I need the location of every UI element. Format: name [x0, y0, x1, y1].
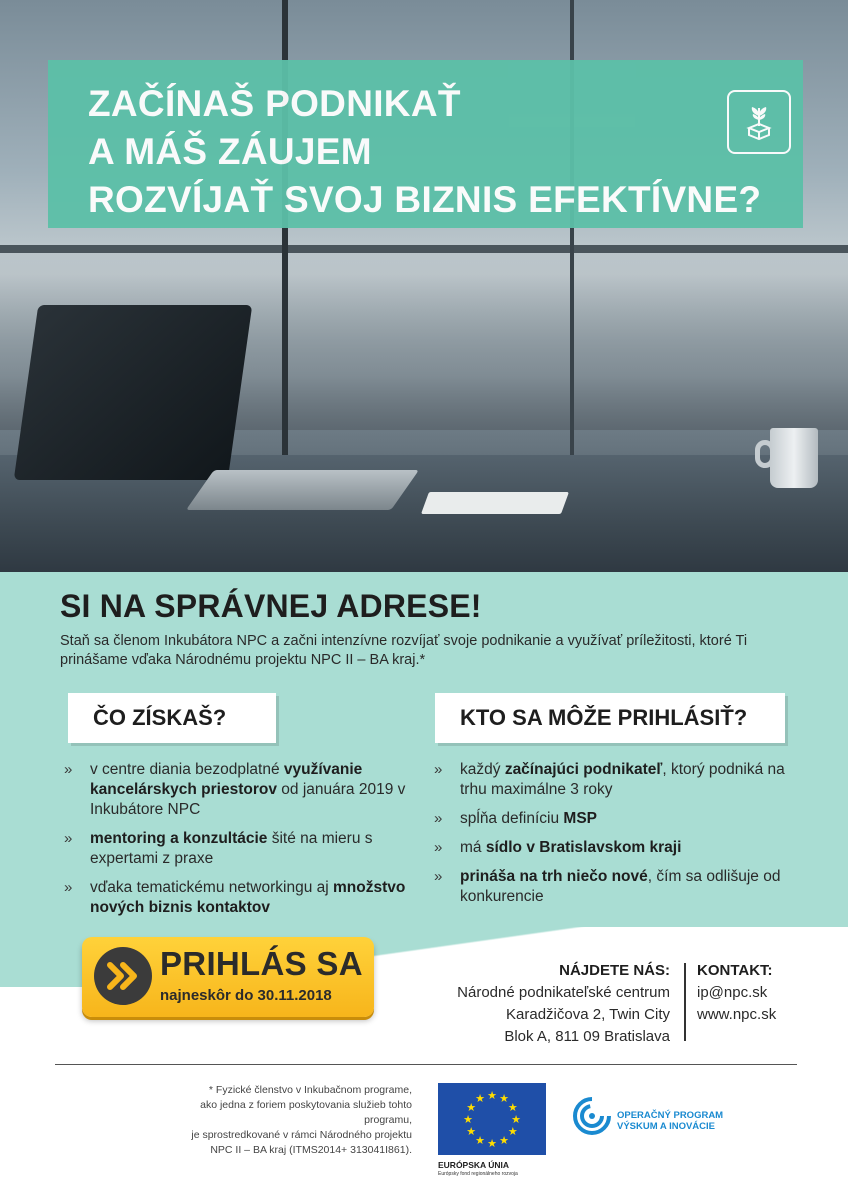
divider	[55, 1064, 797, 1065]
benefits-heading-box	[68, 693, 276, 743]
title-line: A MÁŠ ZÁUJEM	[88, 131, 372, 172]
laptop-keyboard	[186, 470, 419, 510]
list-item: » spĺňa definíciu MSP	[434, 810, 597, 827]
op-program-text: OPERAČNÝ PROGRAM VÝSKUM A INOVÁCIE	[617, 1110, 724, 1132]
eu-label: EURÓPSKA ÚNIA	[438, 1160, 509, 1170]
address-line: Národné podnikateľské centrum	[457, 984, 670, 1001]
list-item: » mentoring a konzultácie šité na mieru s expertami z praxe	[64, 830, 373, 867]
list-item: » v centre diania bezodplatné využívanie kancelárskych priestorov od januára 2019 v Inkubátore NPC	[64, 761, 406, 818]
apply-button[interactable]	[82, 937, 374, 1017]
footnote-line: ako jedna z foriem poskytovania služieb tohto programu,	[200, 1099, 412, 1126]
bullet-icon: »	[434, 839, 443, 856]
star-icon: ★	[475, 1093, 485, 1106]
star-icon: ★	[466, 1102, 477, 1114]
section-headline: SI NA SPRÁVNEJ ADRESE!	[60, 588, 482, 624]
bullet-icon: »	[64, 830, 73, 847]
divider	[684, 963, 686, 1041]
contact-block	[697, 960, 776, 1026]
section-intro: Staň sa členom Inkubátora NPC a začni intenzívne rozvíjať svoje podnikanie a využívať príležitosti, ktoré Ti prinášame vďaka Národnému projektu NPC II – BA kraj.*	[60, 633, 748, 668]
bullet-icon: »	[434, 761, 443, 778]
title-line: ROZVÍJAŤ SVOJ BIZNIS EFEKTÍVNE?	[88, 179, 762, 220]
bullet-icon: »	[64, 761, 73, 778]
star-icon: ★	[499, 1093, 509, 1106]
apply-deadline: najneskôr do 30.11.2018	[160, 987, 332, 1004]
star-icon: ★	[507, 1102, 518, 1114]
footnote-line: * Fyzické členstvo v Inkubačnom programe,	[208, 1084, 412, 1096]
bullet-icon: »	[434, 810, 443, 827]
title-line: ZAČÍNAŠ PODNIKAŤ	[88, 83, 461, 124]
eligibility-list	[432, 760, 792, 916]
star-icon: ★	[487, 1138, 497, 1150]
footnote	[150, 1083, 412, 1158]
double-chevron-right-icon	[94, 947, 152, 1005]
bullet-icon: »	[64, 879, 73, 896]
star-icon: ★	[511, 1114, 521, 1126]
bullet-icon: »	[434, 868, 443, 885]
eligibility-heading: KTO SA MÔŽE PRIHLÁSIŤ?	[460, 705, 748, 730]
star-icon: ★	[463, 1114, 473, 1126]
laptop-screen	[14, 305, 253, 480]
window-sill	[0, 245, 848, 253]
address-line: Blok A, 811 09 Bratislava	[504, 1028, 670, 1045]
list-item: » prináša na trh niečo nové, čím sa odlišuje od konkurencie	[434, 868, 781, 905]
sprout-box-icon	[727, 90, 791, 154]
email-link[interactable]: ip@npc.sk	[697, 984, 768, 1001]
eu-sublabel: Európsky fond regionálneho rozvoja	[438, 1171, 518, 1177]
star-icon: ★	[507, 1126, 518, 1138]
benefits-list	[62, 760, 422, 927]
address-line: Karadžičova 2, Twin City	[506, 1006, 670, 1023]
address-block	[400, 960, 670, 1048]
footnote-line: je sprostredkované v rámci Národného projektu	[191, 1129, 412, 1141]
list-item: » má sídlo v Bratislavskom kraji	[434, 839, 682, 856]
footnote-line: NPC II – BA kraj (ITMS2014+ 313041I861).	[210, 1144, 412, 1156]
op-program-logo	[572, 1096, 612, 1136]
list-item: » vďaka tematickému networkingu aj množstvo nových biznis kontaktov	[64, 879, 406, 916]
eu-flag-logo	[438, 1083, 546, 1155]
eligibility-heading-box	[435, 693, 785, 743]
star-icon: ★	[466, 1126, 477, 1138]
star-icon: ★	[499, 1134, 509, 1147]
contact-heading: KONTAKT:	[697, 962, 773, 979]
star-icon: ★	[487, 1090, 497, 1102]
apply-button-label: PRIHLÁS SA	[160, 945, 363, 982]
star-icon: ★	[475, 1134, 485, 1147]
website-link[interactable]: www.npc.sk	[697, 1006, 777, 1023]
benefits-heading: ČO ZÍSKAŠ?	[93, 705, 227, 730]
mug	[770, 428, 818, 488]
notebook	[421, 492, 569, 514]
title-band	[48, 60, 803, 228]
page-title	[88, 80, 761, 224]
address-heading: NÁJDETE NÁS:	[559, 962, 670, 979]
list-item: » každý začínajúci podnikateľ, ktorý podniká na trhu maximálne 3 roky	[434, 761, 785, 798]
